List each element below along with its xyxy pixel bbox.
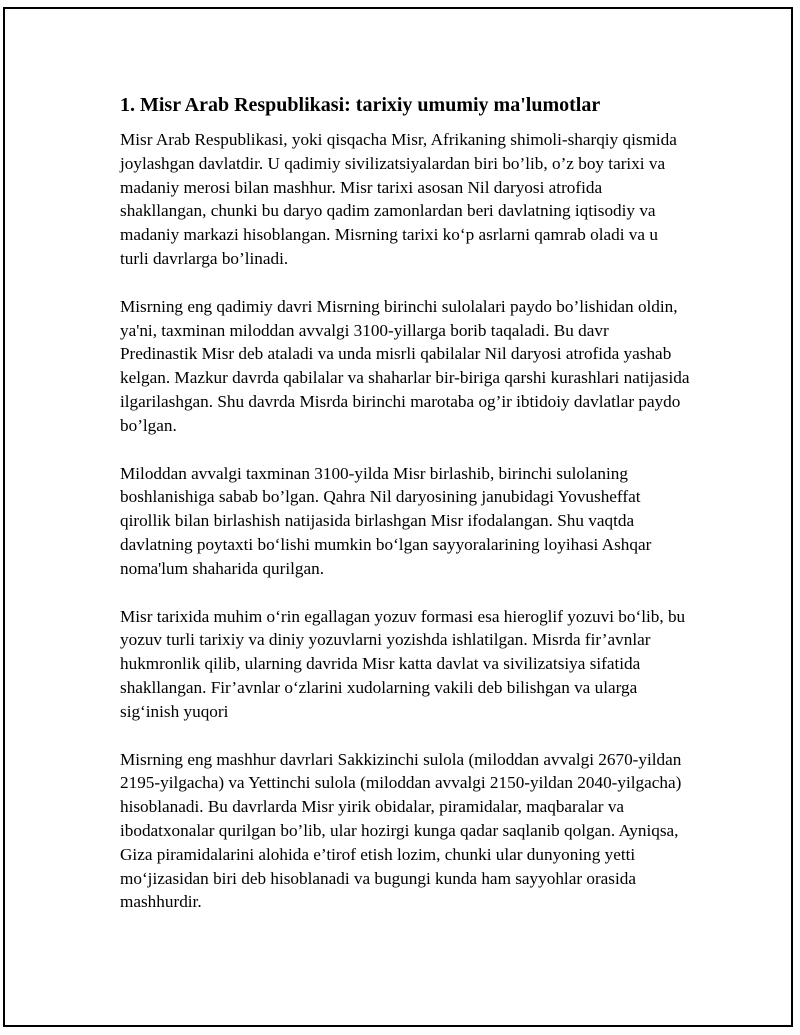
paragraph-4: Misr tarixida muhim o‘rin egallagan yozuv formasi esa hieroglif yozuvi bo‘lib, bu yozuv turli tarixiy va diniy yozuvlarni yozishda ishlatilgan. Misrda fir’avnlar hukmronlik qilib, ularning davrida Misr katta davlat va sivilizatsiya sifatida shakllangan. Fir’avnlar o‘zlarini xudolarning vakili deb bilishgan va ularga sig‘inish yuqori — [120, 606, 686, 721]
page-title: 1. Misr Arab Respublikasi: tarixiy umumiy ma'lumotlar — [120, 94, 601, 116]
paragraph-5: Misrning eng mashhur davrlari Sakkizinchi sulola (miloddan avvalgi 2670-yildan 2195-yilgacha) va Yettinchi sulola (miloddan avvalgi 2150-yildan 2040-yilgacha) hisoblanadi. Bu davrlarda Misr yirik obidalar, piramidalar, maqbaralar va ibodatxonalar qurilgan bo’lib, ular hozirgi kunga qadar saqlanib qolgan. Ayniqsa, Giza piramidalarini alohida e’tirof etish lozim, chunki ular dunyoning yetti mo‘jizasidan biri deb hisoblanadi va bugungi kunda ham sayyohlar orasida mashhurdir. — [120, 749, 682, 912]
paragraph-1: Misr Arab Respublikasi, yoki qisqacha Misr, Afrikaning shimoli-sharqiy qismida joylashgan davlatdir. U qadimiy sivilizatsiyalardan biri bo’lib, o’z boy tarixi va madaniy merosi bilan mashhur. Misr tarixi asosan Nil daryosi atrofida shakllangan, chunki bu daryo qadim zamonlardan beri davlatning iqtisodiy va madaniy markazi hisoblangan. Misrning tarixi ko‘p asrlarni qamrab oladi va u turli davrlarga bo’linadi. — [120, 130, 677, 268]
paragraph-2: Misrning eng qadimiy davri Misrning birinchi sulolalari paydo bo’lishidan oldin, ya'ni, taxminan miloddan avvalgi 3100-yillarga borib taqaladi. Bu davr Predinastik Misr deb ataladi va unda misrli qabilalar Nil daryosi atrofida yashab kelgan. Mazkur davrda qabilalar va shaharlar bir-biriga qarshi kurashlari natijasida ilgarilashgan. Shu davrda Misrda birinchi marotaba og’ir ibtidoiy davlatlar paydo bo’lgan. — [120, 296, 690, 435]
paragraph-3: Miloddan avvalgi taxminan 3100-yilda Misr birlashib, birinchi sulolaning boshlanishiga sabab bo’lgan. Qahra Nil daryosining janubidagi Yovusheffat qirollik bilan birlashish natijasida birlashgan Misr ifodalangan. Shu vaqtda davlatning poytaxti bo‘lishi mumkin bo‘lgan sayyoralarining loyihasi Ashqar noma'lum shaharida qurilgan. — [120, 463, 652, 578]
document-body — [120, 93, 690, 938]
document-page — [3, 7, 793, 1027]
